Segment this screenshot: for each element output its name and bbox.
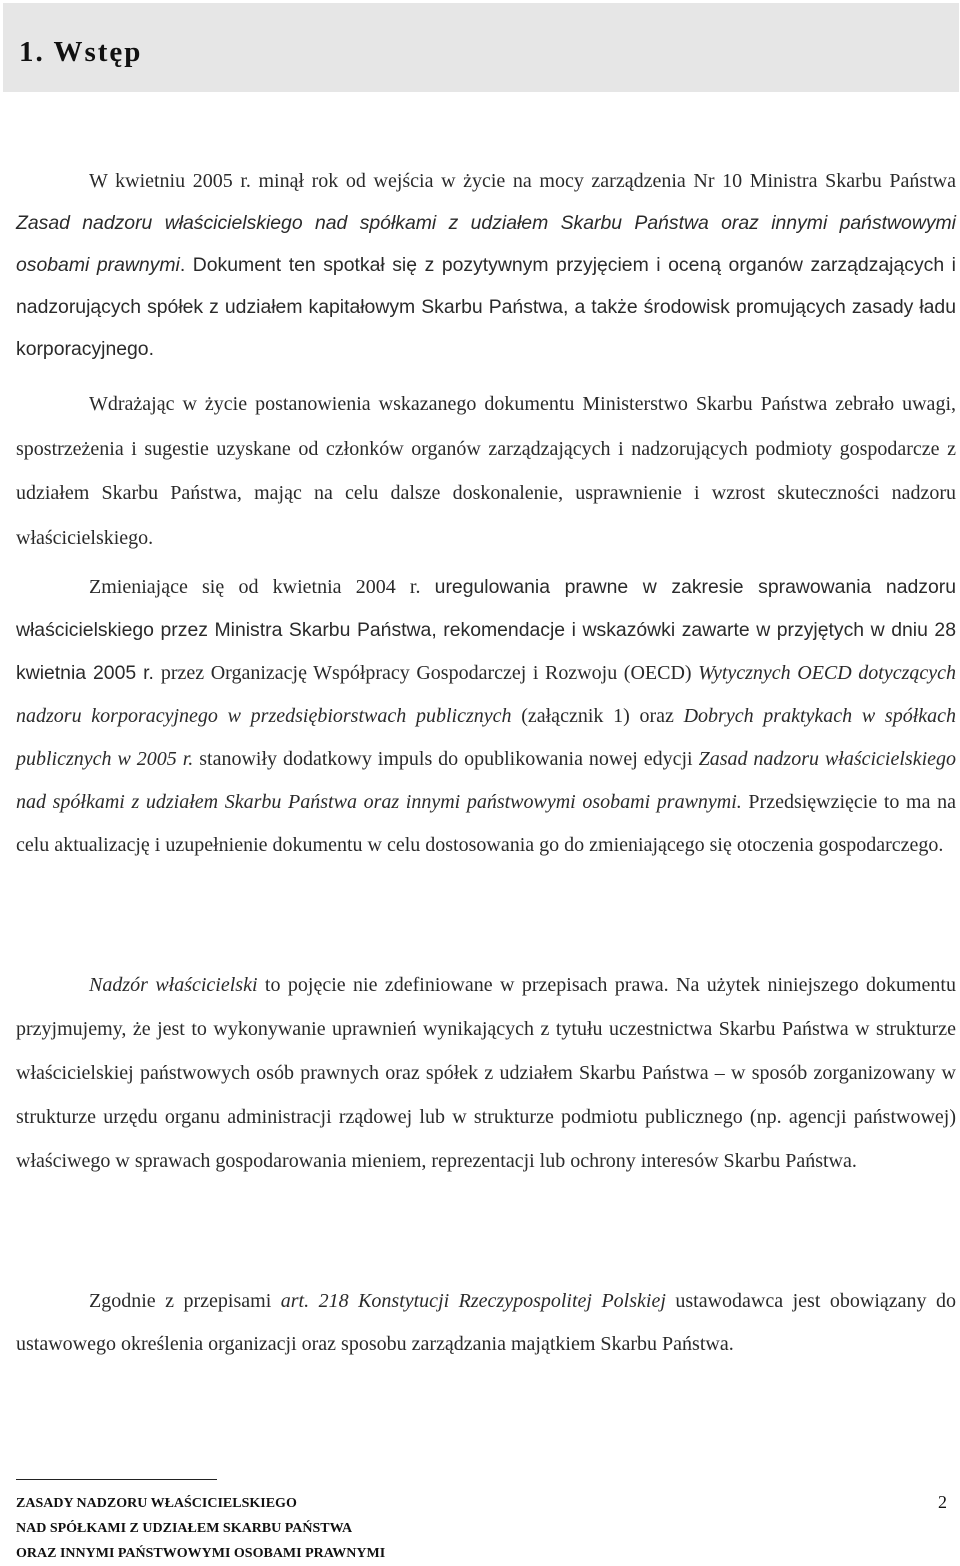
paragraph-3-oecd-guidelines: Wytycznych OECD dotyczących nadzoru korporacyjnego w przedsiębiorstwach publicznych	[16, 662, 956, 727]
paragraph-5-lead: Zgodnie z przepisami	[89, 1290, 281, 1312]
paragraph-3-annex: (załącznik 1) oraz	[511, 705, 684, 727]
paragraph-5-rest: ustawodawca jest obowiązany do ustawowego określenia organizacji oraz sposobu zarządzania majątkiem Skarbu Państwa.	[16, 1290, 956, 1355]
paragraph-4	[16, 963, 956, 1183]
paragraph-3	[16, 566, 956, 867]
paragraph-3-oecd: przez Organizację Współpracy Gospodarczej i Rozwoju (OECD)	[160, 662, 699, 684]
paragraph-3-rest: Przedsięwzięcie to ma na celu aktualizację i uzupełnienie dokumentu w celu dostosowania go do zmieniającego się otoczenia gospodarczego.	[16, 791, 956, 856]
footer-line-2: NAD SPÓŁKAMI Z UDZIAŁEM SKARBU PAŃSTWA	[16, 1521, 353, 1536]
paragraph-1-lead: W kwietniu 2005 r. minął rok od wejścia w życie na mocy zarządzenia Nr 10 Ministra Skarbu Państwa	[89, 170, 956, 192]
page-number: 2	[938, 1492, 947, 1512]
paragraph-2-text: Wdrażając w życie postanowienia wskazanego dokumentu Ministerstwo Skarbu Państwa zebrało uwagi, spostrzeżenia i sugestie uzyskane od członków organów zarządzających i nadzorujących podmioty gospodarcze z udziałem Skarbu Państwa, mając na celu dalsze doskonalenie, usprawnienie i wzrost skuteczności nadzoru właścicielskiego.	[16, 393, 956, 549]
paragraph-1-document-title: Zasad nadzoru właścicielskiego nad spółkami z udziałem Skarbu Państwa oraz innymi państwowymi osobami prawnymi	[16, 212, 956, 276]
section-title: 1. Wstęp	[19, 36, 143, 68]
paragraph-1-rest: . Dokument ten spotkał się z pozytywnym przyjęciem i oceną organów zarządzających i nadzorujących spółek z udziałem kapitałowym Skarbu Państwa, a także środowisk promujących zasady ładu korporacyjnego.	[16, 254, 956, 360]
paragraph-5	[16, 1280, 956, 1366]
paragraph-2	[16, 382, 956, 560]
paragraph-3-lead: Zmieniające się od kwietnia 2004 r.	[89, 576, 435, 598]
paragraph-3-document-title: Zasad nadzoru właścicielskiego nad spółkami z udziałem Skarbu Państwa oraz innymi państwowymi osobami prawnymi.	[16, 748, 957, 813]
paragraph-1	[16, 160, 956, 370]
footer-divider	[16, 1479, 217, 1480]
paragraph-3-impulse: stanowiły dodatkowy impuls do opublikowania nowej edycji	[193, 748, 699, 770]
paragraph-3-good-practices: Dobrych praktykach w spółkach publicznych w 2005 r.	[16, 705, 957, 770]
paragraph-5-constitution-reference: art. 218 Konstytucji Rzeczypospolitej Polskiej	[280, 1290, 666, 1312]
paragraph-4-term: Nadzór właścicielski	[89, 974, 258, 996]
footer-line-3: ORAZ INNYMI PAŃSTWOWYMI OSOBAMI PRAWNYMI	[16, 1546, 386, 1561]
paragraph-3-regulations: uregulowania prawne w zakresie sprawowania nadzoru właścicielskiego przez Ministra Skarbu Państwa, rekomendacje i wskazówki zawarte w przyjętych w dniu 28 kwietnia 2005 r.	[16, 576, 957, 684]
footer-document-title	[16, 1491, 385, 1566]
paragraph-4-definition: Na użytek niniejszego dokumentu przyjmujemy, że jest to wykonywanie uprawnień wynikających z tytułu uczestnictwa Skarbu Państwa w strukturze właścicielskiej państwowych osób prawnych oraz spółek z udziałem Skarbu Państwa – w sposób zorganizowany w strukturze urzędu organu administracji rządowej lub w strukturze podmiotu publicznego (np. agencji państwowej) właściwego w sprawach gospodarowania mieniem, reprezentacji lub ochrony interesów Skarbu Państwa.	[16, 974, 956, 1172]
section-header-band	[3, 3, 959, 92]
paragraph-4-definition-intro: to pojęcie nie zdefiniowane w przepisach prawa.	[257, 974, 677, 996]
footer-line-1: ZASADY NADZORU WŁAŚCICIELSKIEGO	[16, 1496, 297, 1511]
